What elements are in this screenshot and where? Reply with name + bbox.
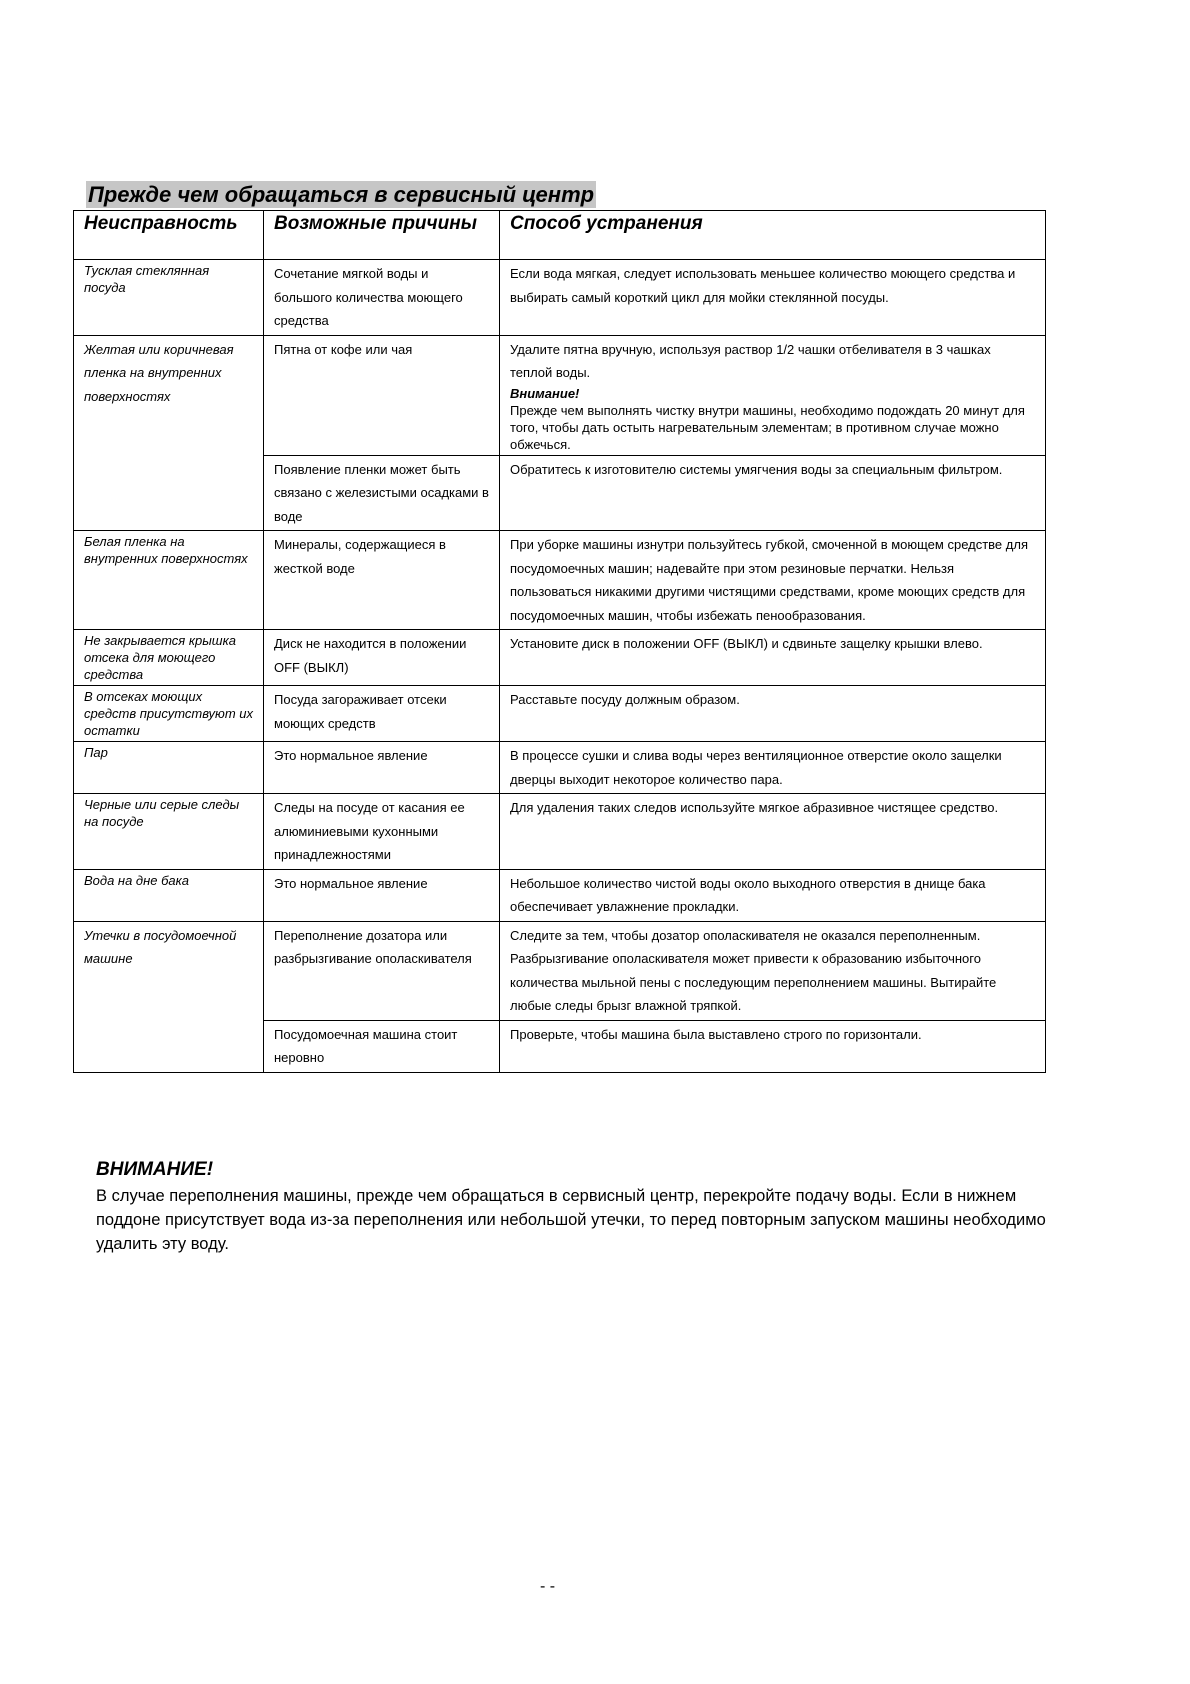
fix-cell: Обратитесь к изготовителю системы умягчения воды за специальным фильтром. <box>500 455 1046 531</box>
fix-text: Удалите пятна вручную, используя раствор 1/2 чашки отбеливателя в 3 чашках теплой воды. <box>510 341 991 380</box>
header-fault: Неисправность <box>74 211 264 260</box>
warning-text: В случае переполнения машины, прежде чем обращаться в сервисный центр, перекройте подачу воды. Если в нижнем поддоне присутствует вода из-за переполнения или небольшой утечки, то перед повторным запуском машины необходимо удалить эту воду. <box>96 1187 1046 1253</box>
troubleshooting-table <box>73 210 1046 1073</box>
fault-cell: Пар <box>74 742 264 794</box>
fix-cell <box>500 921 1046 1020</box>
cause-cell: Минералы, содержащиеся в жесткой воде <box>264 531 500 630</box>
cause-cell: Пятна от кофе или чая <box>264 335 500 455</box>
cause-cell: Следы на посуде от касания ее алюминиевыми кухонными принадлежностями <box>264 794 500 870</box>
cause-cell: Посуда загораживает отсеки моющих средств <box>264 686 500 742</box>
fix-cell: При уборке машины изнутри пользуйтесь губкой, смоченной в моющем средстве для посудомоечных машин; надевайте при этом резиновые перчатки. Нельзя пользоваться никакими другими чистящими средствами, кроме моющих средств для посудомоечных машин, чтобы избежать пенообразования. <box>500 531 1046 630</box>
page-number: - - <box>540 1578 556 1595</box>
fix-text: Следите за тем, чтобы дозатор ополаскивателя не оказался переполненным. <box>510 927 981 943</box>
warning-title: ВНИМАНИЕ! <box>96 1159 214 1180</box>
table-row <box>74 260 1046 336</box>
warning-block <box>96 1158 1056 1256</box>
table-row <box>74 794 1046 870</box>
table-row <box>74 869 1046 921</box>
cause-cell: Это нормальное явление <box>264 742 500 794</box>
table-row <box>74 921 1046 1020</box>
table-row <box>74 630 1046 686</box>
fix-cell: Установите диск в положении OFF (ВЫКЛ) и сдвиньте защелку крышки влево. <box>500 630 1046 686</box>
fault-cell: Желтая или коричневая пленка на внутренних поверхностях <box>74 335 264 531</box>
cause-cell: Диск не находится в положении OFF (ВЫКЛ) <box>264 630 500 686</box>
cause-cell: Сочетание мягкой воды и большого количества моющего средства <box>264 260 500 336</box>
fault-cell: Тусклая стеклянная посуда <box>74 260 264 336</box>
fix-text-extra: Разбрызгивание ополаскивателя может привести к образованию избыточного количества мыльной пены с последующим переполнением машины. Вытирайте любые следы брызг влажной тряпкой. <box>510 951 997 1013</box>
fix-cell <box>500 335 1046 455</box>
fault-cell: Вода на дне бака <box>74 869 264 921</box>
table-row <box>74 531 1046 630</box>
fault-cell: Белая пленка на внутренних поверхностях <box>74 531 264 630</box>
header-fix: Способ устранения <box>500 211 1046 260</box>
table-row <box>74 686 1046 742</box>
fix-cell: Если вода мягкая, следует использовать меньшее количество моющего средства и выбирать самый короткий цикл для мойки стеклянной посуды. <box>500 260 1046 336</box>
fix-cell: В процессе сушки и слива воды через вентиляционное отверстие около защелки дверцы выходит некоторое количество пара. <box>500 742 1046 794</box>
header-cause: Возможные причины <box>264 211 500 260</box>
fault-cell: В отсеках моющих средств присутствуют их остатки <box>74 686 264 742</box>
note-text: Прежде чем выполнять чистку внутри машины, необходимо подождать 20 минут для того, чтобы дать остыть нагревательным элементам; в противном случае можно обжечься. <box>510 402 1025 452</box>
note-title: Внимание! <box>510 385 580 401</box>
fix-cell: Небольшое количество чистой воды около выходного отверстия в днище бака обеспечивает увлажнение прокладки. <box>500 869 1046 921</box>
fault-cell: Утечки в посудомоечной машине <box>74 921 264 1072</box>
table-row <box>74 742 1046 794</box>
fault-cell: Черные или серые следы на посуде <box>74 794 264 870</box>
fault-cell: Не закрывается крышка отсека для моющего средства <box>74 630 264 686</box>
page-title: Прежде чем обращаться в сервисный центр <box>88 182 595 207</box>
table-row <box>74 335 1046 455</box>
table-header-row <box>74 211 1046 260</box>
fix-cell: Для удаления таких следов используйте мягкое абразивное чистящее средство. <box>500 794 1046 870</box>
cause-cell: Появление пленки может быть связано с железистыми осадками в воде <box>264 455 500 531</box>
cause-cell: Посудомоечная машина стоит неровно <box>264 1020 500 1072</box>
fix-cell: Проверьте, чтобы машина была выставлено строго по горизонтали. <box>500 1020 1046 1072</box>
cause-cell: Это нормальное явление <box>264 869 500 921</box>
cause-cell: Переполнение дозатора или разбрызгивание ополаскивателя <box>264 921 500 1020</box>
fix-cell: Расставьте посуду должным образом. <box>500 686 1046 742</box>
